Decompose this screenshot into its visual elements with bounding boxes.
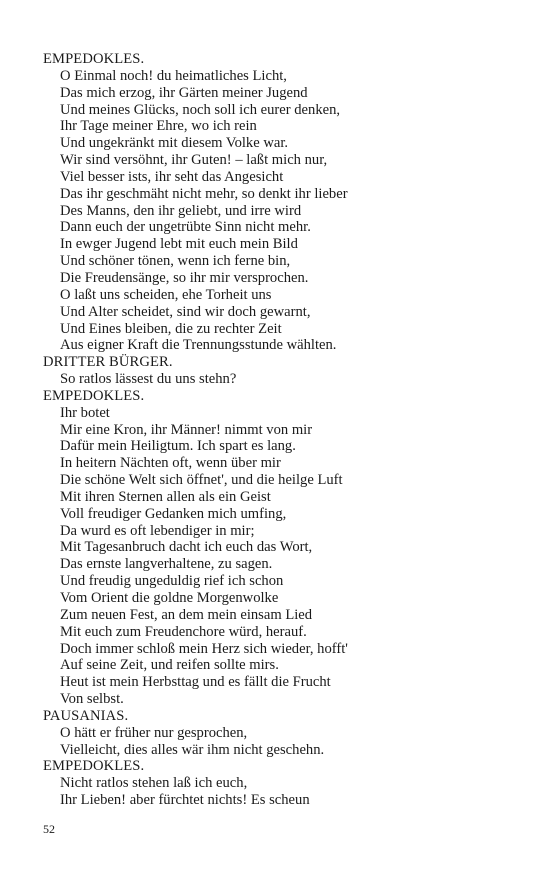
verse-line: Auf seine Zeit, und reifen sollte mirs. — [60, 657, 279, 674]
verse-line: Mit Tagesanbruch dacht ich euch das Wort, — [60, 539, 313, 556]
verse-line: Heut ist mein Herbsttag und es fällt die Frucht — [60, 674, 331, 691]
verse-line: Voll freudiger Gedanken mich umfing, — [60, 505, 287, 522]
verse-line: Vielleicht, dies alles wär ihm nicht geschehn. — [60, 741, 325, 758]
speaker-name: EMPEDOKLES. — [43, 51, 145, 67]
verse-line: Und freudig ungeduldig rief ich schon — [60, 573, 284, 590]
verse-line: Mit euch zum Freudenchore würd, herauf. — [60, 623, 307, 640]
verse-line: Und schöner tönen, wenn ich ferne bin, — [60, 253, 291, 270]
speaker-name: DRITTER BÜRGER. — [43, 354, 173, 371]
verse-line: Das ernste langverhaltene, zu sagen. — [60, 556, 273, 573]
verse-line: O Einmal noch! du heimatliches Licht, — [60, 67, 287, 84]
verse-line: Dafür mein Heiligtum. Ich spart es lang. — [60, 438, 296, 455]
verse-line: Vom Orient die goldne Morgenwolke — [60, 590, 279, 606]
verse-line: Mit ihren Sternen allen als ein Geist — [60, 488, 271, 505]
verse-line: So ratlos lässest du uns stehn? — [60, 371, 237, 388]
verse-line: Des Manns, den ihr geliebt, und irre wird — [60, 202, 302, 219]
verse-line: Und Eines bleiben, die zu rechter Zeit — [60, 320, 282, 337]
verse-line: In heitern Nächten oft, wenn über mir — [60, 455, 281, 472]
verse-line: Die Freudensänge, so ihr mir versprochen. — [60, 269, 309, 286]
verse-line: Aus eigner Kraft die Trennungsstunde wählten. — [60, 337, 337, 354]
verse-line: Und meines Glücks, noch soll ich eurer denken, — [60, 101, 341, 118]
verse-line: Ihr botet — [60, 404, 110, 421]
verse-line: Von selbst. — [60, 691, 124, 708]
verse-line: O laßt uns scheiden, ehe Torheit uns — [60, 286, 272, 303]
verse-line: Zum neuen Fest, an dem mein einsam Lied — [60, 606, 313, 623]
verse-line: Nicht ratlos stehen laß ich euch, — [60, 775, 248, 792]
speaker-name: EMPEDOKLES. — [43, 758, 145, 775]
verse-line: Die schöne Welt sich öffnet', und die heilge Luft — [60, 472, 343, 489]
verse-line: Da wurd es oft lebendiger in mir; — [60, 522, 255, 539]
verse-line: Und ungekränkt mit diesem Volke war. — [60, 135, 289, 152]
verse-line: Und Alter scheidet, sind wir doch gewarnt, — [60, 303, 311, 320]
speaker-name: PAUSANIAS. — [43, 707, 129, 724]
verse-line: Das ihr geschmäht nicht mehr, so denkt ihr lieber — [60, 185, 348, 202]
verse-line: Mir eine Kron, ihr Männer! nimmt von mir — [60, 421, 313, 438]
verse-line: O hätt er früher nur gesprochen, — [60, 724, 248, 741]
verse-line: Wir sind versöhnt, ihr Guten! – laßt mich nur, — [60, 152, 328, 169]
verse-line: In ewger Jugend lebt mit euch mein Bild — [60, 236, 298, 253]
verse-line: Das mich erzog, ihr Gärten meiner Jugend — [60, 84, 308, 101]
play-text — [43, 51, 533, 809]
speaker-name: EMPEDOKLES. — [43, 387, 145, 404]
verse-line: Ihr Lieben! aber fürchtet nichts! Es scheun — [60, 792, 310, 809]
verse-line: Dann euch der ungetrübte Sinn nicht mehr. — [60, 219, 311, 236]
verse-line: Viel besser ists, ihr seht das Angesicht — [60, 168, 284, 185]
page-number: 52 — [43, 822, 55, 836]
verse-line: Ihr Tage meiner Ehre, wo ich rein — [60, 118, 257, 135]
verse-line: Doch immer schloß mein Herz sich wieder, hofft' — [60, 640, 348, 657]
